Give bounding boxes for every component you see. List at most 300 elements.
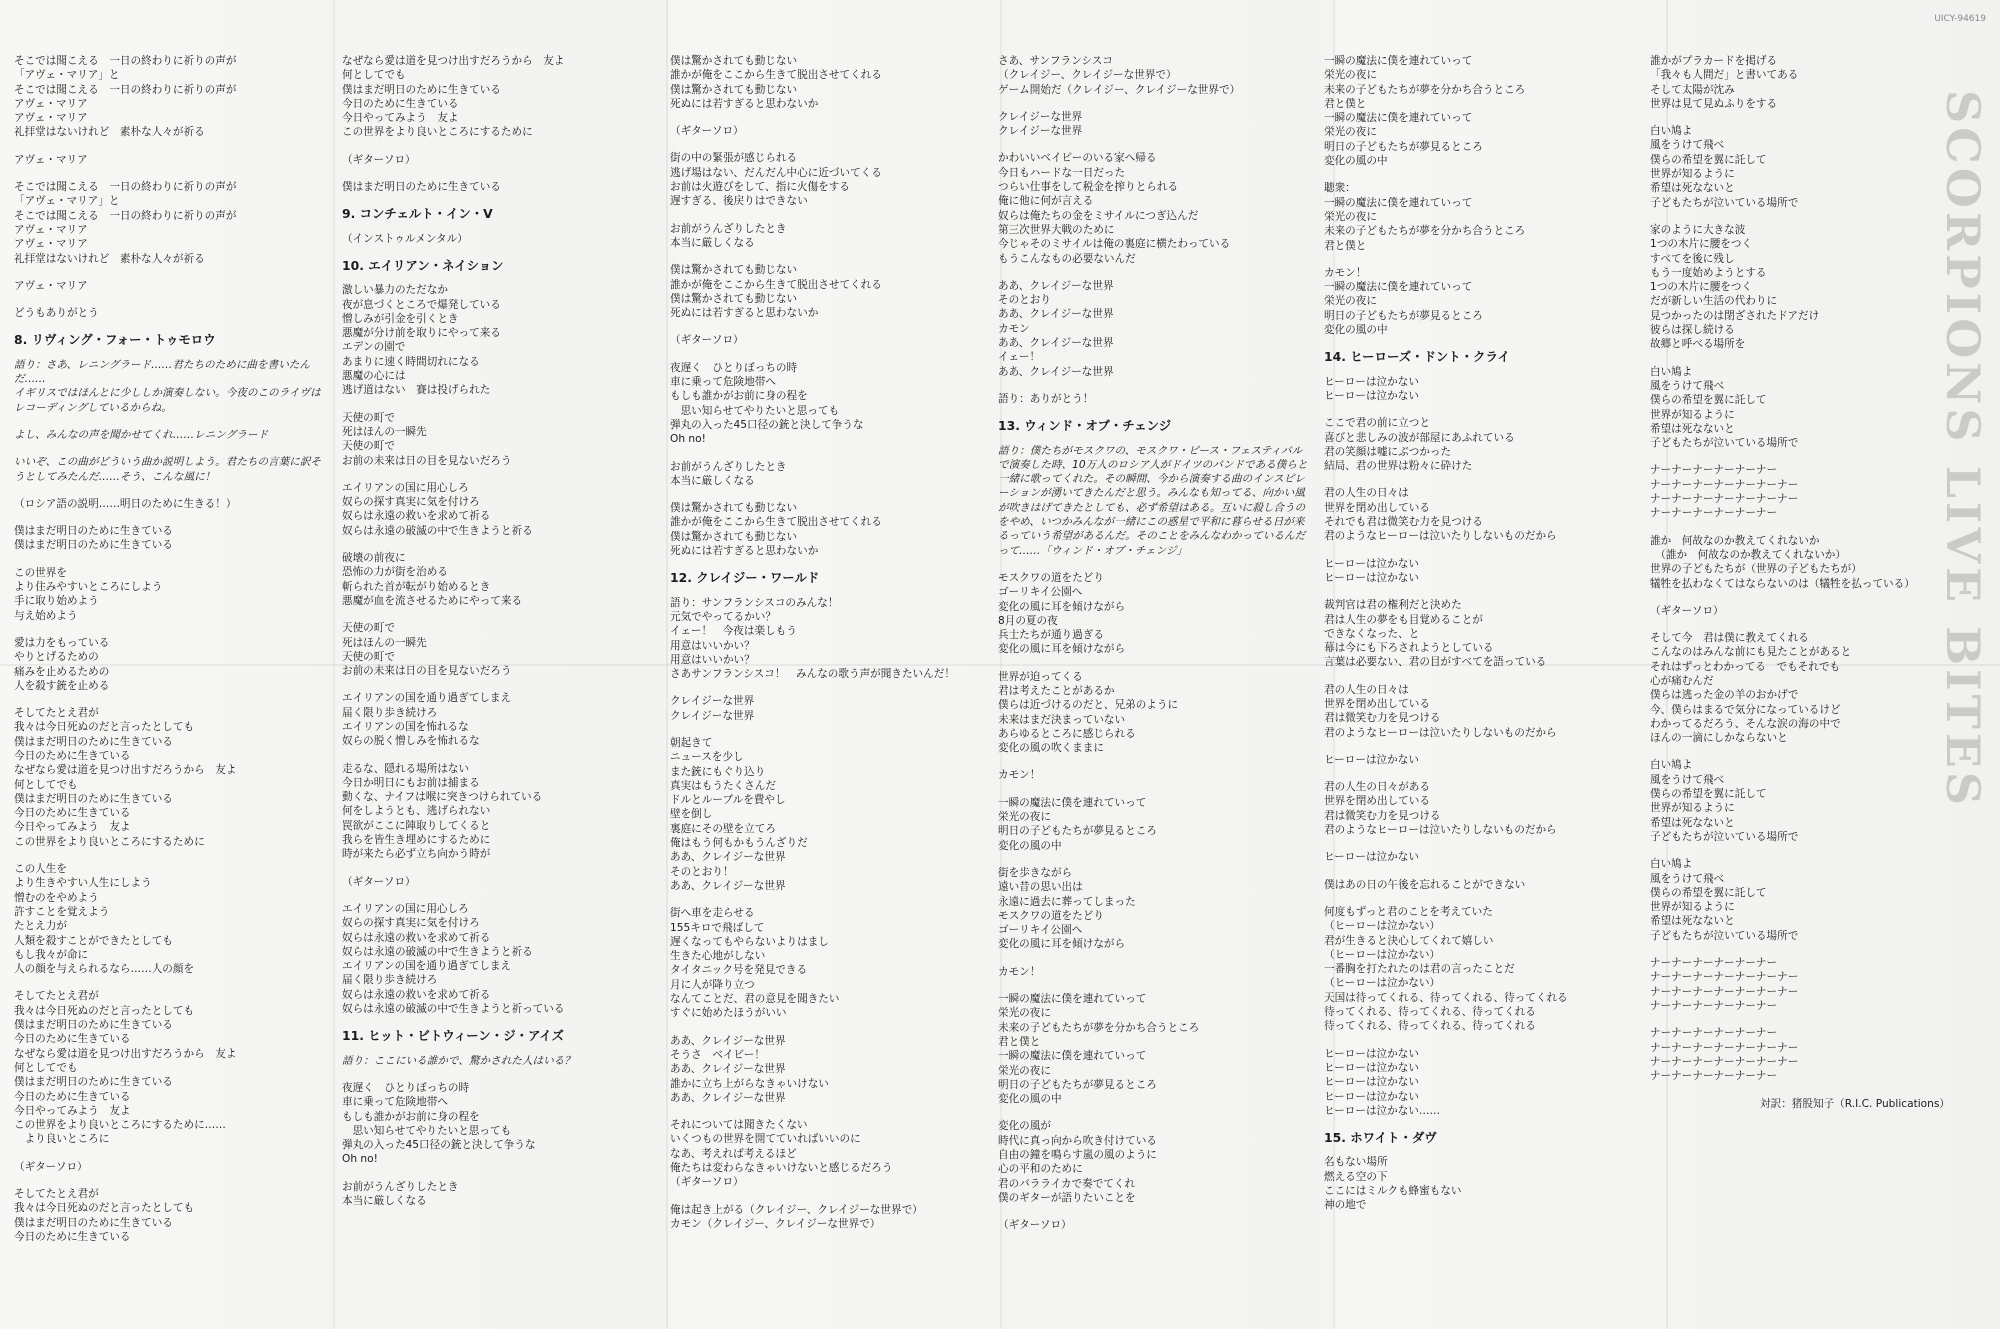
lyric-line: 希望は死なないと [1650,816,1735,829]
lyric-line: 変化の風の中 [1324,155,1388,168]
lyric-line: 礼拝堂はないけれど 素朴な人々が祈る [14,252,205,265]
lyric-line: 悪魔が血を流させるためにやって来る [342,594,523,607]
lyric-line: 待ってくれる、待ってくれる、待ってくれる [1324,1020,1536,1033]
lyric-line: 語り：サンフランシスコのみんな！ [670,596,839,609]
lyric-line: お前の未来は日の目を見ないだろう [342,454,512,467]
lyric-stanza [670,694,982,723]
fold-line-vertical [666,0,668,1329]
lyric-line: アヴェ・マリア [14,97,88,110]
lyric-stanza [998,670,1310,756]
lyric-line: ここにはミルクも蜂蜜もない [1324,1185,1462,1197]
lyric-line: 奴らは永遠の破滅の中で生きようと祈る [342,524,533,537]
album-title-showthrough: SCORPIONS LIVE BITES [1936,90,1990,810]
lyric-line: 世界の子どもたちが（世界の子どもたちが） [1650,563,1862,576]
lyric-line: 一瞬の魔法に僕を連れていって [998,1050,1147,1063]
lyric-stanza [14,1187,326,1244]
lyric-line: そしてたとえ君が [14,707,99,720]
lyric-stanza [670,263,982,320]
spoken-intro [14,428,326,442]
lyric-line: 罠欲がここに陣取りしてくると [342,819,491,832]
lyric-line: ああ、クレイジーな世界 [670,879,786,892]
lyric-line: 心の平和のために [998,1163,1083,1176]
lyric-line: ナーナーナーナーナーナー [1650,957,1778,970]
lyric-line: 一瞬の魔法に僕を連れていって [1324,281,1473,294]
lyric-line: 僕は驚かされても動じない [670,502,798,515]
lyric-stanza [342,1081,654,1167]
lyric-line: 風をうけて飛べ [1650,773,1725,786]
lyric-line: 今日もハードな一日だった [998,166,1126,179]
lyric-stanza [342,54,654,140]
lyric-line: 「アヴェ・マリア」と [14,69,120,82]
lyric-line: 希望は死なないと [1650,915,1735,928]
lyric-line: 「アヴェ・マリア」と [14,195,120,208]
lyric-line: 君の人生の日々は [1324,683,1409,696]
lyric-stanza [1324,266,1636,337]
lyric-stanza [14,1160,326,1174]
lyric-line: 我々は今日死ぬのだと言ったとしても [14,1202,195,1215]
lyric-line: 何としてでも [14,1061,78,1074]
lyric-line: もう一度始めようとする [1650,266,1767,279]
lyric-line: 誰かが俺をここから生きて脱出させてくれる [670,69,882,82]
lyric-line: そこでは聞こえる 一日の終わりに祈りの声が [14,55,237,67]
lyric-line: 子どもたちが泣いている場所で [1650,196,1799,209]
lyric-line: 君の人生の日々は [1324,487,1409,500]
lyric-line: なんてことだ、君の意見を聞きたい [670,993,840,1006]
lyric-line: ヒーローは泣かない [1324,1047,1419,1060]
lyric-stanza [1324,753,1636,767]
lyric-line: 元気でやってるかい？ [670,610,776,623]
lyric-line: ナーナーナーナーナーナーナー [1650,478,1799,491]
lyric-line: 誰か 何故なのか教えてくれないか [1650,534,1820,547]
lyric-line: エイリアンの国を通り過ぎてしまえ [342,692,512,705]
lyric-line: そこでは聞こえる 一日の終わりに祈りの声が [14,83,237,96]
lyric-line: 君の笑顔は嘘にぶつかった [1324,445,1452,458]
lyric-line: タイタニック号を発見できる [670,964,808,977]
lyric-line: 語り：ありがとう！ [998,392,1094,405]
lyric-line: エイリアンの国を通り過ぎてしまえ [342,960,512,973]
lyric-line: こんなのはみんな前にも見たことがあると [1650,646,1852,659]
lyric-stanza [1324,557,1636,586]
lyric-line: 一瞬の魔法に僕を連れていって [1324,55,1473,67]
lyric-line: 死ぬには若すぎると思わないか [670,307,819,320]
lyric-line: （ヒーローは泣かない） [1324,948,1441,961]
lyric-line: 街を歩きながら [998,866,1073,879]
lyric-stanza [342,691,654,748]
lyric-line: 僕はまだ明日のために生きている [14,539,173,552]
lyric-line: 希望は死なないと [1650,422,1735,435]
lyric-line: 死ぬには若すぎると思わないか [670,97,819,110]
lyric-line: この世界をより良いところにするために [14,835,205,848]
lyric-line: 朝起きて [670,736,713,749]
lyric-line: アヴェ・マリア [14,238,88,251]
lyric-line: 奴らは永遠の救いを求めて祈る [342,510,491,523]
lyric-line: ああ、クレイジーな世界 [670,1091,786,1104]
spoken-intro [342,1054,654,1068]
lyric-line: あまりに速く時間切れになる [342,355,480,368]
lyric-line: （ギターソロ） [670,1176,744,1189]
lyric-line: 名もない場所 [1324,1156,1388,1169]
lyric-line: 明日の子どもたちが夢見るところ [998,825,1157,838]
lyric-line: 天使の町で [342,411,395,424]
lyric-line: 走るな、隠れる場所はない [342,762,470,775]
lyric-line: 見つかったのは閉ざされたドアだけ [1650,309,1820,322]
lyric-line: この人生を [14,863,67,876]
fold-line-vertical [333,0,335,1329]
spoken-intro [14,455,326,484]
lyric-line: 僕はまだ明日のために生きている [14,1019,173,1032]
lyric-line: 155キロで飛ばして [670,921,765,934]
lyric-line: 奴らは永遠の破滅の中で生きようと祈る [342,945,533,958]
lyric-line: ナーナーナーナーナーナー [1650,507,1778,520]
lyric-stanza [342,762,654,862]
lyric-line: カモン！ [998,769,1041,782]
lyric-line: 礼拝堂はないけれど 素朴な人々が祈る [14,126,205,139]
lyric-line: カモン [998,322,1030,335]
lyric-line: 今日のために生きている [14,1230,131,1243]
lyric-line: 語り：僕たちがモスクワの、モスクワ・ピース・フェスティバルで演奏した時、10万人のロシア人がドイツのバンドである僕らと一緒に歌ってくれた。その瞬間、今から演奏する曲のインスピレーションが湧いてきたんだと思う。みんなも知ってる、向かい風が吹きはげてきたとしても、必ず希望はある。互いに殺し合うのをやめ、いつかみんなが一緒にこの惑星で平和に暮らせる日が来るっていう希望があるんだ。そのことをみんなわかっているんだって……「ウィンド・オブ・チェンジ」 [998,444,1308,557]
lyric-line: 栄光の夜に [998,1007,1051,1020]
lyric-line: 僕らの希望を翼に託して [1650,153,1767,166]
lyric-line: 世界が知るように [1650,901,1735,914]
lyric-line: 届く限り歩き続けろ [342,974,438,987]
lyric-line: ドルとルーブルを費やし [670,794,786,807]
lyric-line: 変化の風の中 [1324,324,1388,337]
lyric-stanza [1324,375,1636,404]
lyric-line: なぜなら愛は道を見つけ出すだろうから 友よ [14,764,237,777]
lyric-line: 我々は今日死ぬのだと言ったとしても [14,1004,195,1017]
lyric-line: 世界が知るように [1650,168,1735,181]
lyric-line: 誰かが俺をここから生きて脱出させてくれる [670,516,882,529]
lyric-line: ナーナーナーナーナーナー [1650,464,1778,477]
lyric-line: それについては聞きたくない [670,1119,808,1132]
lyric-line: 変化の風に耳を傾けながら [998,938,1126,951]
lyric-stanza [998,54,1310,97]
lyric-line: 何としてでも [14,778,78,791]
lyric-stanza [14,524,326,553]
lyric-line: 僕は驚かされても動じない [670,264,798,277]
lyric-stanza [1324,54,1636,168]
lyric-line: クレイジーな世界 [670,695,755,708]
lyric-line: 何度もずっと君のことを考えていた [1324,905,1493,918]
lyric-line: ヒーローは泣かない [1324,557,1419,570]
lyric-line: わかってるだろう、そんな涙の海の中で [1650,717,1841,730]
lyric-stanza [342,232,654,246]
lyric-line: 車に乗って危険地帯へ [342,1096,448,1109]
lyric-line: （ギターソロ） [14,1160,88,1173]
lyric-stanza [342,283,654,397]
lyric-line: 君のようなヒーローは泣いたりしないものだから [1324,824,1557,837]
lyric-line: 自由の鐘を鳴らす嵐の風のように [998,1149,1157,1161]
lyric-line: 弾丸の入った45口径の銃と決して争うな [342,1139,536,1152]
lyric-line: 栄光の夜に [998,1064,1051,1077]
lyric-line: （インストゥルメンタル） [342,232,468,245]
lyric-line: 世界を閉め出している [1324,795,1430,808]
lyric-stanza [1324,486,1636,543]
lyric-line: 激しい暴力のただなか [342,284,448,297]
lyric-line: 僕らは逃った金の羊のおかげで [1650,689,1799,702]
lyric-stanza [1324,181,1636,252]
lyric-stanza [670,1118,982,1189]
lyric-line: そこでは聞こえる 一日の終わりに祈りの声が [14,181,237,194]
lyric-stanza [670,124,982,138]
lyric-line: アヴェ・マリア [14,279,88,292]
lyric-line: 時代に真っ向から吹き付けている [998,1134,1157,1147]
lyric-line: 一瞬の魔法に僕を連れていって [1324,112,1473,125]
lyric-stanza [1324,416,1636,473]
translation-credit: 対訳：猪股知子（R.I.C. Publications） [1760,1098,1950,1111]
lyric-line: 街の中の緊張が感じられる [670,152,798,165]
lyric-line: 憎しみが引金を引くとき [342,312,459,325]
lyric-stanza [342,153,654,167]
lyric-stanza [998,965,1310,979]
lyric-line: 死はほんの一瞬先 [342,425,427,438]
lyric-stanza [1324,905,1636,1034]
lyric-stanza [670,333,982,347]
lyric-line: 僕らの希望を翼に託して [1650,886,1767,899]
lyric-line: 僕はまだ明日のために生きている [342,83,501,96]
lyric-stanza [1324,1047,1636,1118]
lyric-line: 幕は今にも下ろされようとしている [1324,642,1494,655]
lyric-line: 栄光の夜に [1324,69,1377,82]
lyric-line: 8月の夏の夜 [998,614,1058,627]
lyric-line: クレイジーな世界 [998,125,1083,138]
lyric-line: 子どもたちが泣いている場所で [1650,830,1799,843]
lyric-line: 死ぬには若すぎると思わないか [670,545,819,558]
lyric-line: もし我々が命に [14,948,89,961]
lyric-line: モスクワの道をたどり [998,909,1104,922]
lyric-line: クレイジーな世界 [998,110,1083,123]
lyric-line: ヒーローは泣かない [1324,1076,1419,1089]
lyric-line: 僕は驚かされても動じない [670,292,798,305]
lyric-line: （ギターソロ） [670,334,744,347]
song-title: 14. ヒーローズ・ドント・クライ [1324,349,1510,365]
lyric-line: また銃にもぐり込り [670,765,766,778]
lyric-line: 君と僕と [1324,239,1367,252]
lyric-line: 世界を閉め出している [1324,501,1430,514]
lyric-line: （ギターソロ） [342,153,416,166]
lyric-line: ナーナーナーナーナーナー [1650,1070,1778,1083]
lyric-line: お前は火遊びをして、指に火傷をする [670,181,850,194]
lyric-stanza [998,768,1310,782]
lyrics-column-4 [998,54,1310,1245]
lyric-stanza [1324,878,1636,892]
lyric-line: 変化の風の中 [998,1093,1062,1106]
lyric-line: （ヒーローは泣かない） [1324,977,1441,990]
lyric-line: 僕はまだ明日のために生きている [14,792,173,805]
lyric-stanza [1324,683,1636,740]
lyric-line: 思い知らせてやりたいと思っても [670,404,840,417]
lyric-line: お前がうんざりしたとき [670,460,787,473]
lyric-line: 用意はいいかい？ [670,639,755,652]
lyric-line: （ギターソロ） [998,1219,1072,1232]
lyric-line: 世界が迫ってくる [998,670,1083,683]
lyric-line: 許すことを覚えよう [14,905,110,918]
lyric-line: 未来の子どもたちが夢を分かち合うところ [1324,225,1526,238]
lyric-stanza [998,796,1310,853]
lyric-line: 破壊の前夜に [342,552,406,565]
lyric-line: ナーナーナーナーナーナーナー [1650,493,1799,506]
lyric-stanza [342,1180,654,1209]
lyric-line: 君のバラライカで奏でてくれ [998,1177,1136,1190]
lyric-stanza [342,481,654,538]
lyric-stanza [342,902,654,1016]
lyric-line: （ロシア語の説明……明日のために生きる！） [14,497,237,510]
lyric-line: 白い鳩よ [1650,125,1693,138]
lyric-line: 変化の風に耳を傾けながら [998,643,1126,656]
lyric-line: 天使の町で [342,440,395,453]
lyric-line: 奴らの探す真実に気を付けろ [342,917,480,930]
lyric-line: 一番胸を打たれたのは君の言ったことだ [1324,963,1515,976]
lyric-line: 用意はいいかい？ [670,653,755,666]
lyric-line: 彼らは探し続ける [1650,324,1735,337]
lyric-line: 裁判官は君の権利だと決めた [1324,599,1462,612]
lyric-line: 世界が知るように [1650,408,1735,421]
lyric-line: 今、僕らはまるで気分になっているけど [1650,703,1841,716]
lyric-line: ヒーローは泣かない [1324,389,1419,402]
lyric-line: 栄光の夜に [1324,126,1377,139]
lyric-line: 心が痛むんだ [1650,674,1714,687]
lyric-line: 今日やってみよう 友よ [14,821,131,834]
lyric-line: エイリアンの国に用心しろ [342,481,469,494]
lyric-line: 君は微笑む力を見つける [1324,809,1441,822]
lyric-line: 家のように大きな波 [1650,223,1746,236]
lyric-stanza [1324,780,1636,837]
lyric-line: 遠い昔の思い出は [998,881,1083,894]
song-title: 11. ヒット・ビトウィーン・ジ・アイズ [342,1028,564,1044]
lyric-line: お前がうんざりしたとき [342,1180,459,1193]
lyric-line: 明日の子どもたちが夢見るところ [1324,309,1483,322]
lyric-line: 夜が息づくところで爆発している [342,298,501,311]
lyric-line: 子どもたちが泣いている場所で [1650,437,1799,450]
lyric-line: より住みやすいところにしよう [14,581,163,594]
lyric-line: 待ってくれる、待ってくれる、待ってくれる [1324,1006,1536,1019]
lyric-line: この世界をより良いところにするために…… [14,1119,226,1132]
lyric-line: 今日のために生きている [14,1033,131,1046]
lyric-stanza [342,621,654,678]
lyric-line: （ギターソロ） [1650,604,1724,617]
lyric-line: 僕はまだ明日のために生きている [14,525,173,538]
lyric-line: 「我々も人間だ」と書いてある [1650,69,1799,82]
lyric-stanza [14,279,326,293]
lyric-line: 誰かに立ち上がらなきゃいけない [670,1077,829,1090]
lyric-line: 未来の子どもたちが夢を分かち合うところ [998,1021,1200,1034]
lyric-line: 明日の子どもたちが夢見るところ [1324,140,1483,153]
lyric-line: 本当に厳しくなる [670,236,755,249]
lyric-stanza [998,866,1310,952]
lyric-line: かわいいベイビーのいる家へ帰る [998,152,1157,165]
lyric-line: 俺はもう何もかもうんざりだ [670,837,808,850]
lyric-stanza [670,906,982,1020]
lyric-stanza [342,875,654,889]
lyric-stanza [670,151,982,208]
lyric-line: 1つの木片に腰をつく [1650,281,1753,294]
lyric-line: ヒーローは泣かない [1324,851,1419,864]
lyric-line: 僕らは近づけるのだと、兄弟のように [998,699,1179,712]
lyric-line: 世界は見て見ぬふりをする [1650,97,1778,110]
lyric-line: 君と僕と [1324,97,1367,110]
lyric-line: ヒーローは泣かない [1324,375,1419,388]
lyric-stanza [670,501,982,558]
lyric-line: 裏庭にその壁を立てろ [670,822,776,835]
lyric-line: 神の地で [1324,1199,1367,1212]
lyric-line: ヒーローは泣かない [1324,1090,1419,1103]
lyric-line: ほんの一滴にしかならないと [1650,732,1788,745]
lyric-line: 一瞬の魔法に僕を連れていって [1324,196,1473,209]
lyric-line: この世界をより良いところにするために [342,126,533,139]
lyric-line: この世界を [14,566,67,579]
lyric-line: 世界を閉め出している [1324,697,1430,710]
lyric-line: 壁を倒し [670,808,713,821]
lyric-stanza [998,992,1310,1106]
lyric-stanza [670,1203,982,1232]
lyric-line: ああ、クレイジーな世界 [998,308,1114,321]
lyric-line: さあサンフランシスコ！ みんなの歌う声が聞きたいんだ！ [670,668,955,681]
lyric-line: 天国は待ってくれる、待ってくれる、待ってくれる [1324,991,1568,1004]
lyric-line: 愛は力をもっている [14,636,110,649]
lyric-line: 変化の風に耳を傾けながら [998,600,1126,613]
lyric-line: 本当に厳しくなる [342,1195,427,1207]
lyric-line: すべてを後に残し [1650,252,1735,265]
lyric-stanza [670,596,982,682]
lyric-line: つらい仕事をして税金を搾りとられる [998,181,1179,194]
lyric-line: 生きた心地がしない [670,950,766,963]
lyric-line: ゲーム開始だ（クレイジー、クレイジーな世界で） [998,83,1241,96]
lyric-line: ヒーローは泣かない [1324,1061,1419,1074]
lyric-line: 今日のために生きている [14,807,131,820]
lyric-line: 逃げ道はない 賽は投げられた [342,384,491,397]
lyric-stanza [14,566,326,623]
lyric-line: 明日の子どもたちが夢見るところ [998,1078,1157,1091]
lyric-line: だが新しい生活の代わりに [1650,295,1778,308]
lyric-stanza [998,1218,1310,1232]
lyric-line: ナーナーナーナーナーナーナー [1650,1055,1799,1068]
lyric-line: なぜなら愛は道を見つけ出すだろうから 友よ [14,1047,237,1060]
lyric-line: 未来はまだ決まっていない [998,713,1126,726]
lyric-line: もしも誰かがお前に身の程を [342,1110,480,1123]
lyric-line: 変化の風の中 [998,839,1062,852]
lyric-line: そこでは聞こえる 一日の終わりに祈りの声が [14,209,237,222]
lyric-line: 今じゃそのミサイルは俺の裏庭に横たわっている [998,238,1231,251]
lyric-line: 痛みを止めるための [14,665,110,678]
lyric-line: 奴らの探す真実に気を付けろ [342,496,480,509]
lyric-line: 真実はもうたくさんだ [670,779,776,792]
lyric-line: 変化の風が [998,1120,1051,1133]
lyric-line: カモン（クレイジー、クレイジーな世界で） [670,1217,881,1230]
lyric-line: 今日のために生きている [14,749,131,762]
lyric-line: （ギターソロ） [342,875,416,888]
lyric-line: ナーナーナーナーナーナーナー [1650,971,1799,984]
lyric-line: 奴らは永遠の救いを求めて祈る [342,988,491,1001]
lyric-line: 変化の風の吹くままに [998,742,1104,755]
lyric-line: できなくなった、と [1324,627,1420,640]
lyric-line: 悪魔が分け前を取りにやって来る [342,327,501,340]
lyric-line: 風をうけて飛べ [1650,139,1725,152]
lyric-line: そしてたとえ君が [14,1188,99,1200]
lyric-line: 逃げ場はない、だんだん中心に近づいてくる [670,166,882,179]
lyric-line: なぜなら愛は道を見つけ出すだろうから 友よ [342,55,565,67]
lyric-line: 君の人生の日々がある [1324,781,1430,794]
lyric-stanza [998,151,1310,265]
lyric-line: 今日か明日にもお前は捕まる [342,776,480,789]
lyric-line: （ギターソロ） [670,125,744,138]
lyric-line: 我々は今日死ぬのだと言ったとしても [14,721,195,734]
lyric-line: 子どもたちが泣いている場所で [1650,929,1799,942]
lyric-line: 白い鳩よ [1650,759,1693,772]
lyric-stanza [998,571,1310,657]
lyric-stanza [14,180,326,266]
lyric-line: 天使の町で [342,622,395,635]
lyric-line: 斬られた首が転がり始めるとき [342,580,491,593]
